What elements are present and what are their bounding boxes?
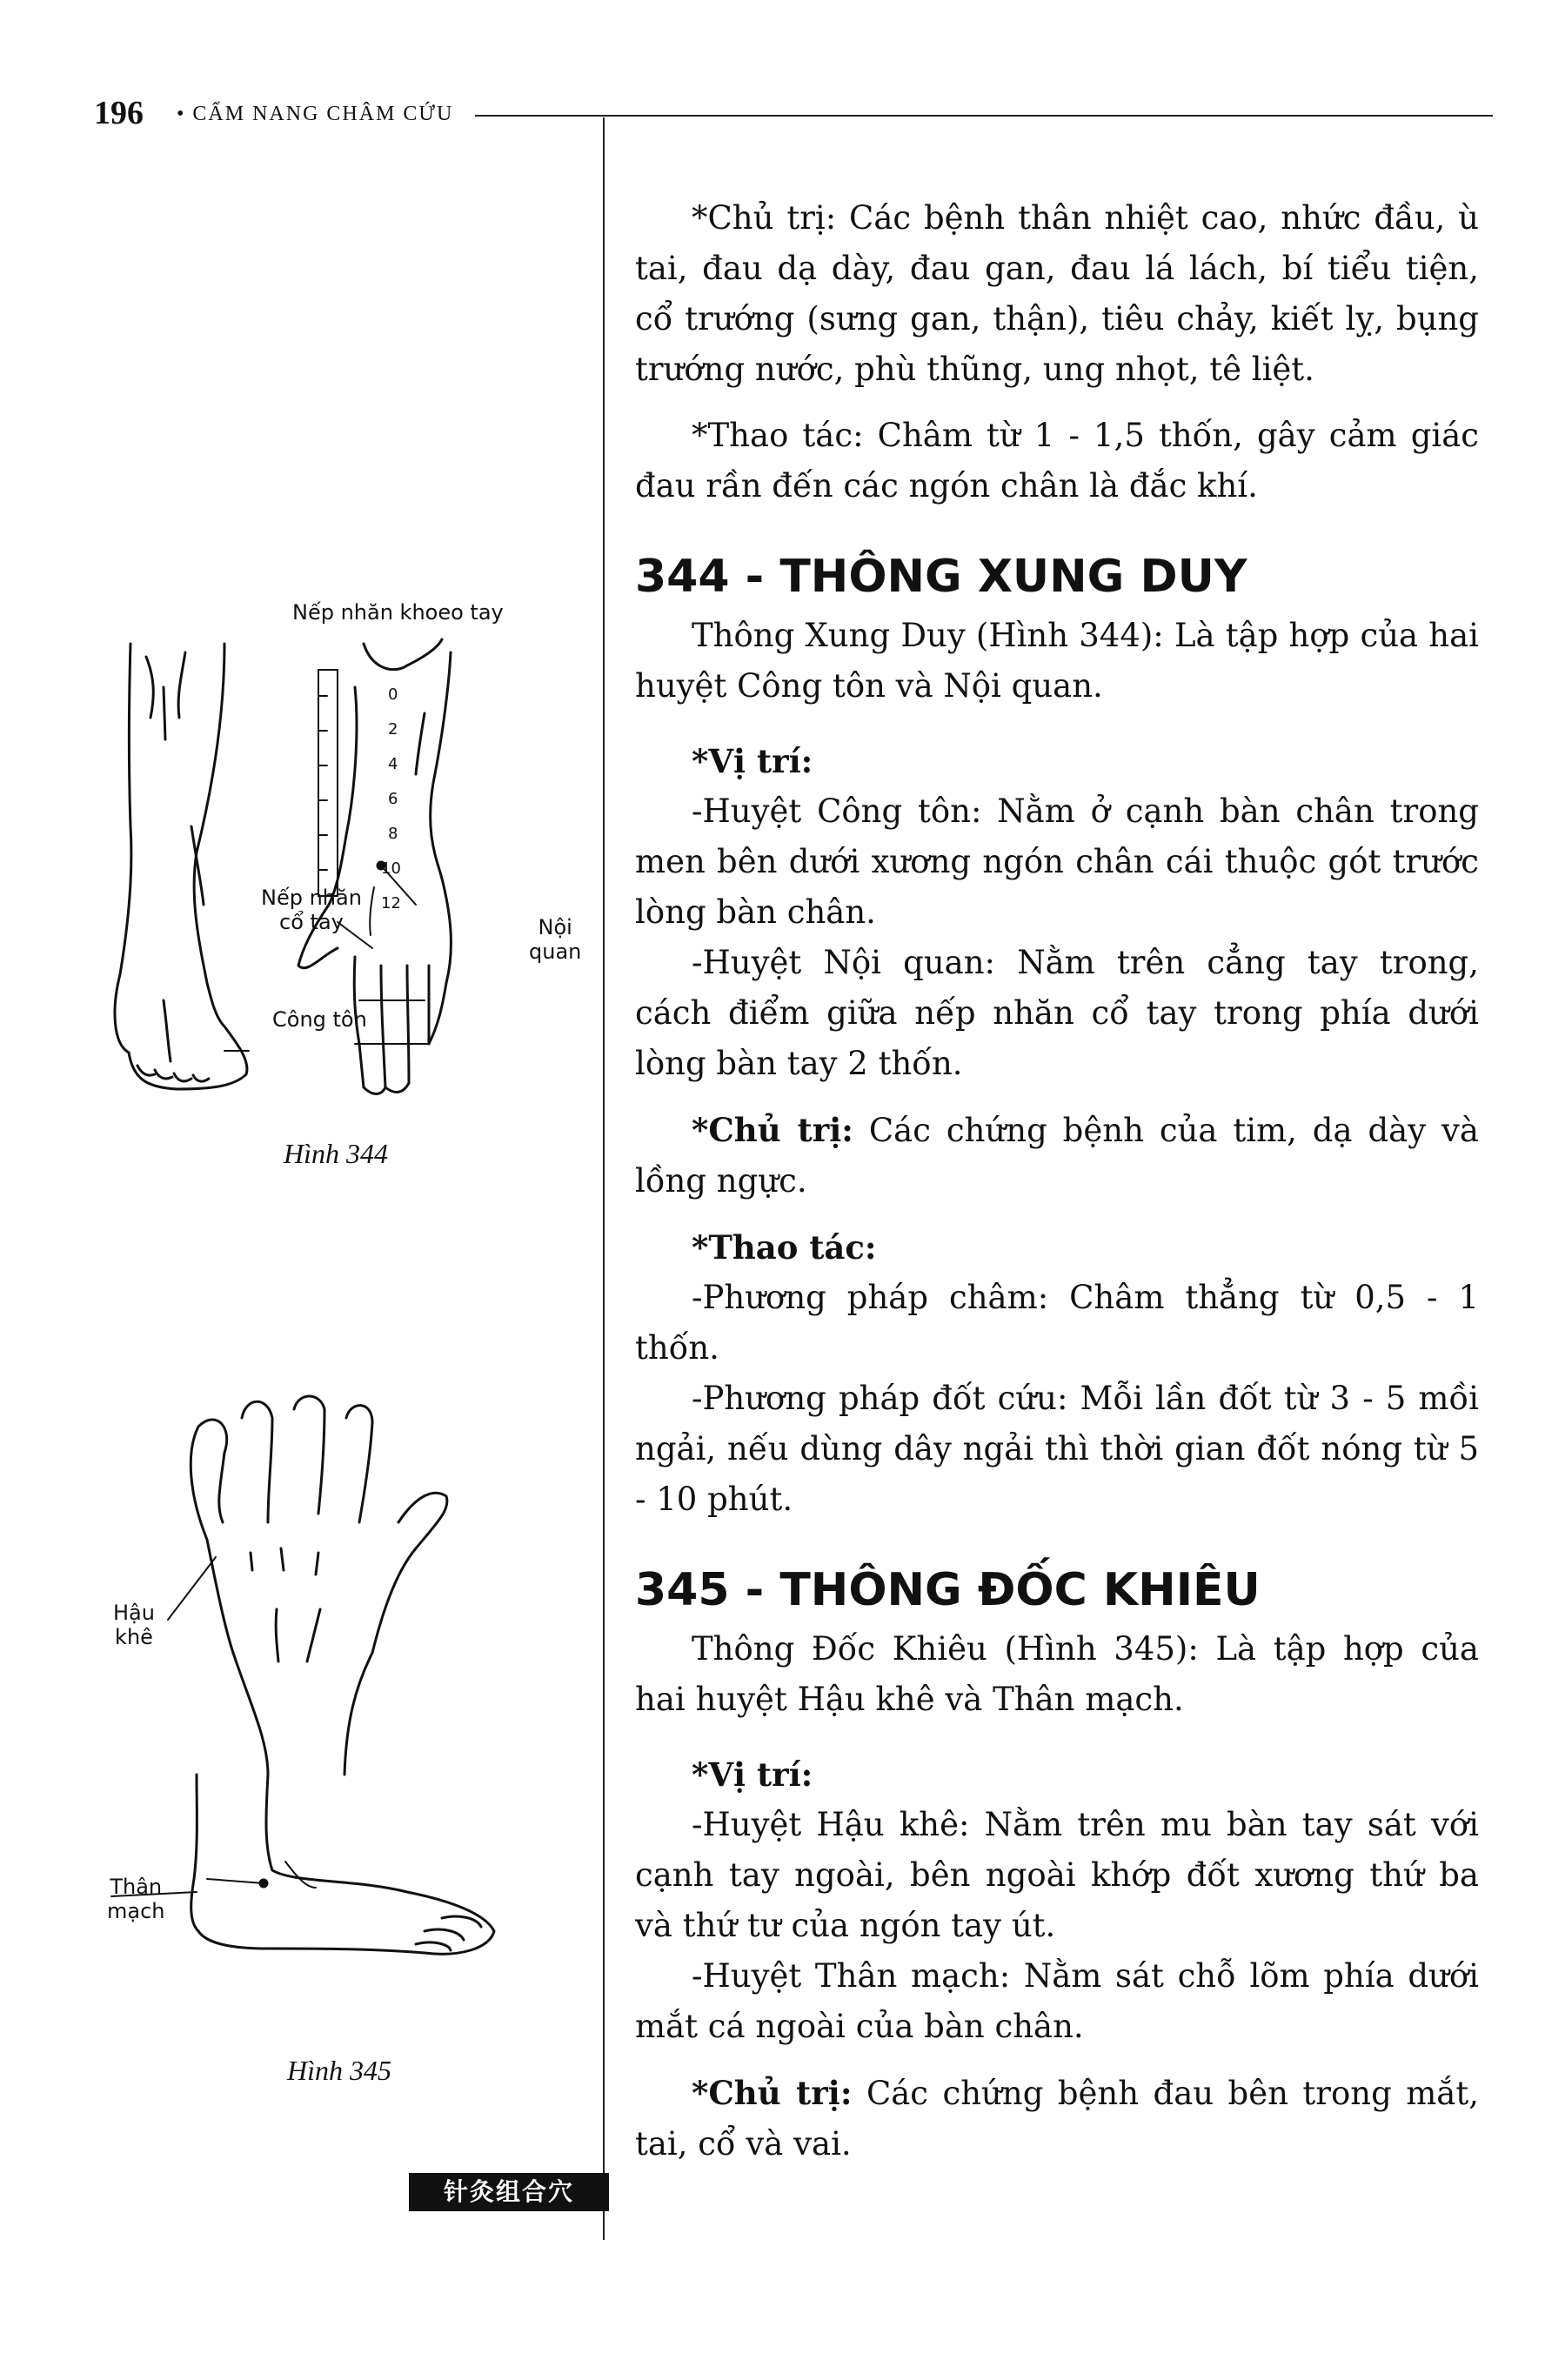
ruler-mark: 6 [388, 790, 398, 808]
header-bullet: • [177, 103, 186, 125]
label-line: quan [529, 939, 582, 964]
intro-344: Thông Xung Duy (Hình 344): Là tập hợp của hai huyệt Công tôn và Nội quan. [635, 617, 1479, 705]
vi-tri-hau-khe: -Huyệt Hậu khê: Nằm trên mu bàn tay sát với cạnh tay ngoài, bên ngoài khớp đốt xương thứ ba và thứ tư của ngón tay út. [635, 1806, 1479, 1944]
thao-tac-cham: -Phương pháp châm: Châm thẳng từ 0,5 - 1 thốn. [635, 1279, 1479, 1367]
paragraph-thao-tac-prev: *Thao tác: Châm từ 1 - 1,5 thốn, gây cảm giác đau rần đến các ngón chân là đắc khí. [635, 417, 1479, 505]
header-rule [475, 115, 1493, 117]
label-line: khê [115, 1625, 153, 1649]
label-noi-quan [529, 915, 581, 964]
text-column [635, 193, 1479, 2169]
footer-tag: 针灸组合穴 [409, 2173, 609, 2211]
intro-345: Thông Đốc Khiêu (Hình 345): Là tập hợp của hai huyệt Hậu khê và Thân mạch. [635, 1630, 1479, 1718]
running-title [177, 103, 453, 126]
chu-tri-label: *Chủ trị: [692, 1111, 853, 1149]
vi-tri-noi-quan: -Huyệt Nội quan: Nằm trên cẳng tay trong, cách điểm giữa nếp nhăn cổ tay trong phía dưới lòng bàn tay 2 thốn. [635, 944, 1479, 1082]
ruler-mark: 0 [388, 685, 398, 704]
paragraph-chu-tri-prev: *Chủ trị: Các bệnh thân nhiệt cao, nhức đầu, ù tai, đau dạ dày, đau gan, đau lá lách, bí tiểu tiện, cổ trướng (sưng gan, thận), tiêu chảy, kiết lỵ, bụng trướng nước, phù thũng, ung nhọt, tê liệt. [635, 199, 1479, 388]
page-number: 196 [94, 95, 144, 131]
label-than-mach [107, 1875, 165, 1923]
vi-tri-label-345: *Vị trí: [692, 1755, 813, 1794]
caption-344: Hình 344 [284, 1138, 388, 1169]
chu-tri-text: Các chứng bệnh của tim, dạ dày và lồng ngực. [635, 1112, 1479, 1200]
vi-tri-than-mach: -Huyệt Thân mạch: Nằm sát chỗ lõm phía dưới mắt cá ngoài của bàn chân. [635, 1957, 1479, 2045]
figure-345-illustration [94, 1392, 581, 2036]
page-header [94, 94, 1493, 129]
label-cong-ton: Công tôn [272, 1007, 367, 1032]
heading-344: 344 - THÔNG XUNG DUY [635, 551, 1247, 603]
ruler-mark: 10 [381, 859, 401, 878]
label-line: mạch [107, 1899, 165, 1923]
label-hau-khe [113, 1601, 155, 1649]
label-line: Hậu [113, 1601, 155, 1625]
label-nep-nhan-khoeo: Nếp nhăn khoeo tay [292, 600, 504, 625]
ruler-mark: 8 [388, 825, 398, 843]
thao-tac-dot-cuu: -Phương pháp đốt cứu: Mỗi lần đốt từ 3 - 5 mồi ngải, nếu dùng dây ngải thì thời gian đốt nóng từ 5 - 10 phút. [635, 1380, 1479, 1518]
chu-tri-label: *Chủ trị: [692, 2074, 853, 2112]
label-line: Nếp nhăn [261, 886, 362, 910]
label-line: Thân [110, 1875, 163, 1899]
caption-345: Hình 345 [287, 2055, 391, 2086]
vi-tri-label-344: *Vị trí: [692, 742, 813, 780]
figure-column [94, 522, 581, 2175]
chu-tri-344 [635, 1105, 1479, 1207]
heading-345: 345 - THÔNG ĐỐC KHIÊU [635, 1564, 1261, 1616]
book-title: CẨM NANG CHÂM CỨU [192, 103, 454, 125]
column-divider [603, 117, 605, 2240]
label-nep-nhan-co-tay [261, 886, 362, 934]
thao-tac-label-344: *Thao tác: [692, 1228, 877, 1267]
label-line: cổ tay [279, 910, 344, 934]
ruler-mark: 2 [388, 720, 398, 739]
ruler-mark: 4 [388, 755, 398, 773]
chu-tri-345 [635, 2068, 1479, 2169]
ruler-mark: 12 [381, 894, 401, 913]
label-line: Nội [538, 915, 572, 939]
chu-tri-text: Các chứng bệnh đau bên trong mắt, tai, cổ và vai. [635, 2075, 1479, 2163]
vi-tri-cong-ton: -Huyệt Công tôn: Nằm ở cạnh bàn chân trong men bên dưới xương ngón chân cái thuộc gót trước lòng bàn chân. [635, 792, 1479, 931]
